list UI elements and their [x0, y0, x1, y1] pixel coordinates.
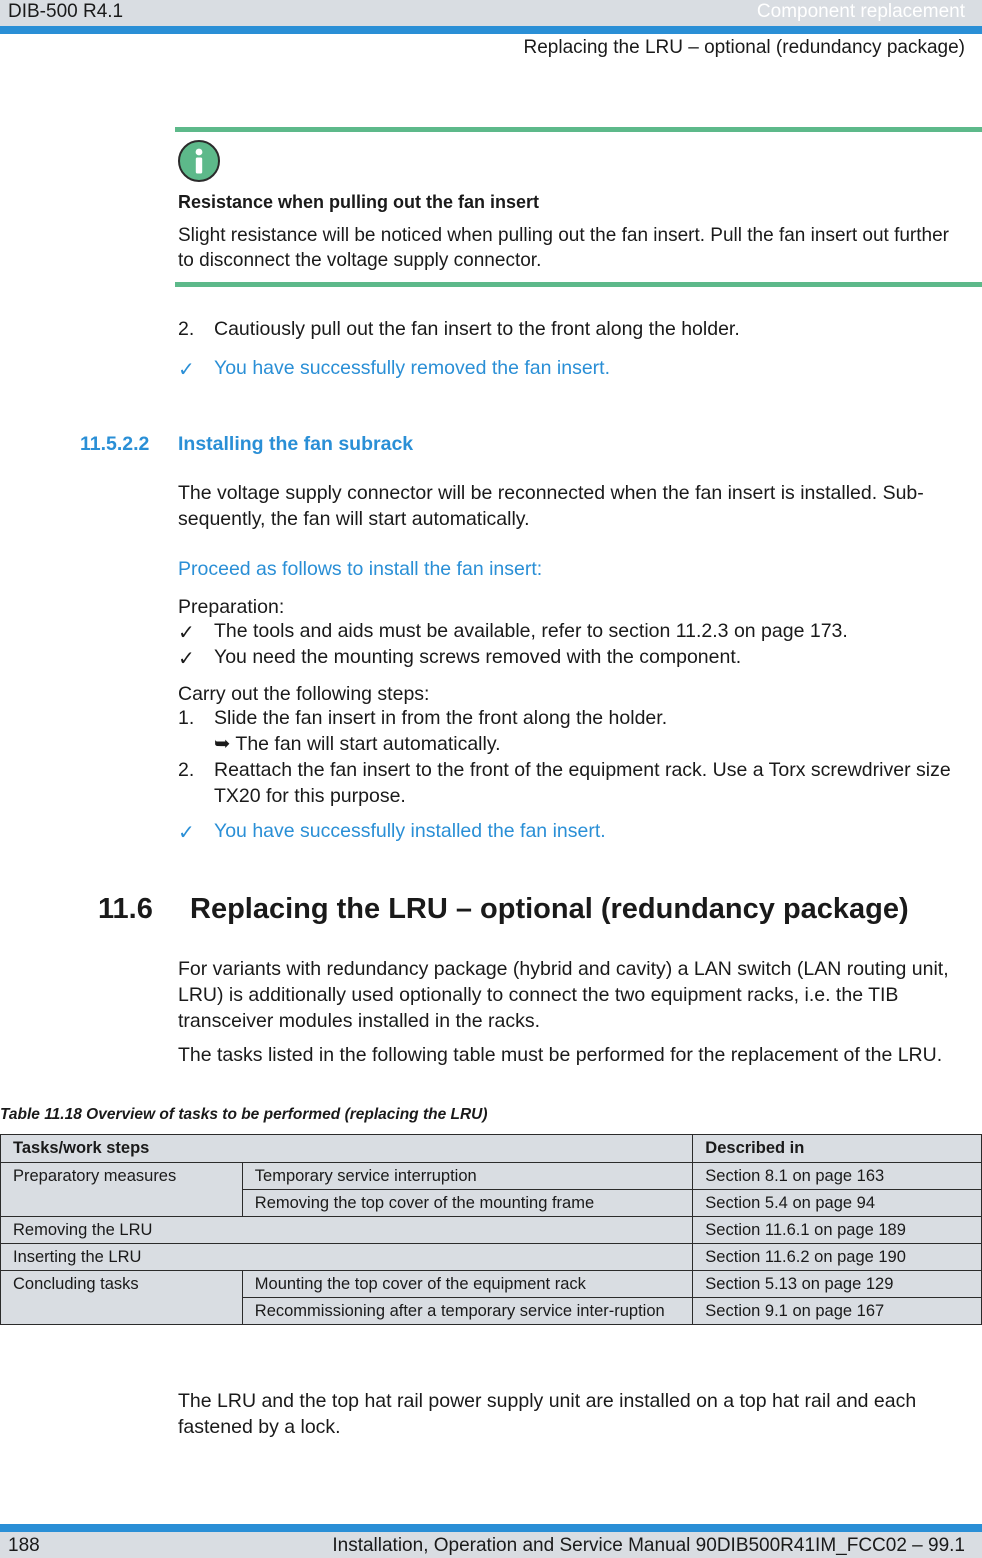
header-accent-bar: [0, 26, 982, 34]
table-cell: Removing the top cover of the mounting frame: [242, 1190, 693, 1217]
table-cell: Preparatory measures: [1, 1163, 243, 1217]
step-text: Slide the fan insert in from the front along the holder.: [214, 707, 668, 729]
table-row: [1, 1163, 982, 1190]
result-text: You have successfully installed the fan insert.: [214, 820, 606, 842]
section-paragraph: For variants with redundancy package (hybrid and cavity) a LAN switch (LAN routing unit, LRU) is additionally used optionally to connect the two equipment racks, i.e. the TIB transceiver modules installed in the racks.: [178, 958, 949, 1032]
preparation-label: Preparation:: [178, 596, 285, 618]
table-cell: Section 11.6.1 on page 189: [693, 1217, 982, 1244]
section-title: Replacing the LRU – optional (redundancy package): [190, 893, 909, 925]
prep-item: You need the mounting screws removed with the component.: [214, 646, 742, 668]
table-cell: Section 8.1 on page 163: [693, 1163, 982, 1190]
table-cell: Section 11.6.2 on page 190: [693, 1244, 982, 1271]
header-doc-id: DIB-500 R4.1: [8, 1, 124, 22]
table-cell: Recommissioning after a temporary service inter-ruption: [242, 1298, 693, 1325]
table-header-cell: Tasks/work steps: [1, 1135, 693, 1163]
footer-manual-title: Installation, Operation and Service Manual 90DIB500R41IM_FCC02 – 99.1: [332, 1535, 965, 1556]
result-text: You have successfully removed the fan insert.: [214, 357, 610, 379]
note-bottom-rule: [175, 282, 982, 287]
table-row: [1, 1217, 982, 1244]
prep-item: The tools and aids must be available, refer to section 11.2.3 on page 173.: [214, 620, 848, 642]
table-cell: Mounting the top cover of the equipment rack: [242, 1271, 693, 1298]
tasks-table: [0, 1134, 982, 1325]
note-text: Slight resistance will be noticed when pulling out the fan insert. Pull the fan insert out further to disconnect the voltage supply connector.: [178, 225, 949, 271]
footer-accent-bar: [0, 1524, 982, 1532]
proceed-heading: Proceed as follows to install the fan insert:: [178, 558, 543, 580]
step-number: 1.: [178, 707, 195, 729]
subsection-number: 11.5.2.2: [80, 433, 150, 455]
check-icon: ✓: [178, 822, 195, 844]
step-text: Reattach the fan insert to the front of the equipment rack. Use a Torx screwdriver size TX20 for this purpose.: [214, 759, 951, 807]
subsection-title: Installing the fan subrack: [178, 433, 414, 455]
section-paragraph: The tasks listed in the following table must be performed for the replacement of the LRU.: [178, 1044, 943, 1066]
header-chapter: Component replacement: [756, 1, 965, 22]
check-icon: ✓: [178, 359, 195, 381]
table-cell: Section 5.4 on page 94: [693, 1190, 982, 1217]
step-number: 2.: [178, 759, 195, 781]
table-header-cell: Described in: [693, 1135, 982, 1163]
table-row: [1, 1244, 982, 1271]
table-row: [1, 1271, 982, 1298]
step-number: 2.: [178, 318, 195, 340]
table-cell: Section 5.13 on page 129: [693, 1271, 982, 1298]
subsection-intro: The voltage supply connector will be reconnected when the fan insert is installed. Sub-sequently, the fan will start automatically.: [178, 482, 924, 530]
table-cell: Section 9.1 on page 167: [693, 1298, 982, 1325]
step-text: Cautiously pull out the fan insert to the front along the holder.: [214, 318, 740, 340]
closing-paragraph: The LRU and the top hat rail power supply unit are installed on a top hat rail and each fastened by a lock.: [178, 1390, 917, 1438]
info-icon: [178, 140, 220, 182]
page-number: 188: [8, 1535, 40, 1556]
note-top-rule: [175, 127, 982, 132]
table-cell: Concluding tasks: [1, 1271, 243, 1325]
table-cell: Inserting the LRU: [1, 1244, 693, 1271]
table-cell: Removing the LRU: [1, 1217, 693, 1244]
section-number: 11.6: [98, 893, 153, 925]
check-icon: ✓: [178, 622, 195, 644]
header-section: Replacing the LRU – optional (redundancy package): [523, 37, 965, 58]
steps-label: Carry out the following steps:: [178, 683, 430, 705]
step-result: ➥ The fan will start automatically.: [214, 733, 501, 755]
table-header-row: [1, 1135, 982, 1163]
check-icon: ✓: [178, 648, 195, 670]
table-caption: Table 11.18 Overview of tasks to be performed (replacing the LRU): [0, 1106, 488, 1123]
note-title: Resistance when pulling out the fan insert: [178, 192, 540, 212]
table-cell: Temporary service interruption: [242, 1163, 693, 1190]
